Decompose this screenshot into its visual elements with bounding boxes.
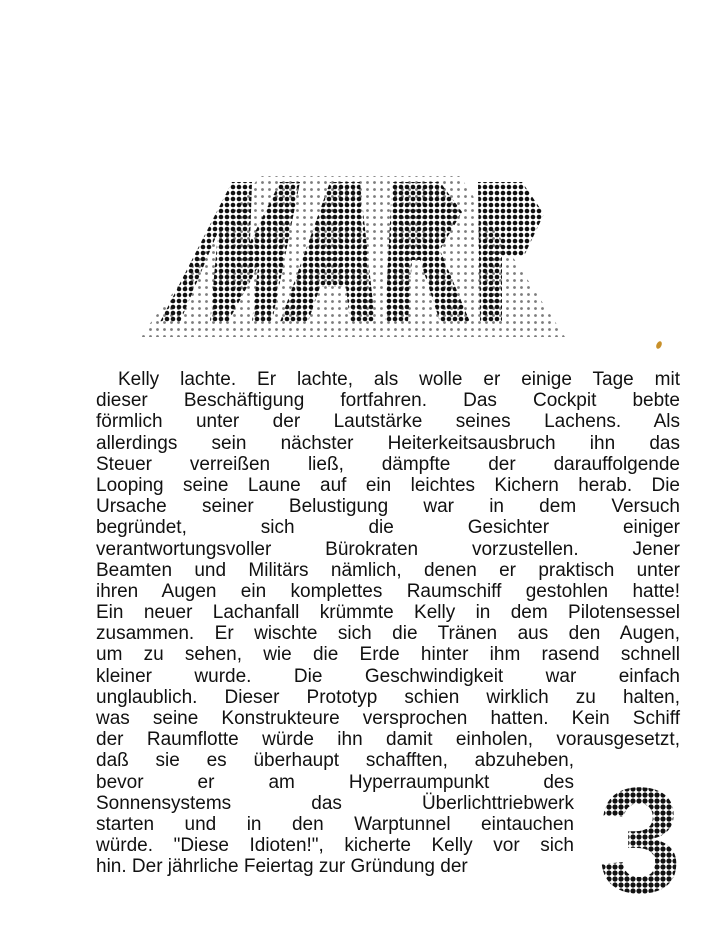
text-line: der Raumflotte würde ihn damit einholen, vorausgesetzt, bbox=[96, 729, 680, 751]
text-line: starten und in den Warptunnel eintauchen bbox=[96, 813, 574, 835]
text-line: verantwortungsvoller Bürokraten vorzustellen. Jener bbox=[96, 538, 680, 560]
text-line: Kelly lachte. Er lachte, als wolle er einige Tage mit bbox=[118, 369, 680, 390]
text-line: Steuer verreißen ließ, dämpfte der darauffolgende bbox=[96, 453, 680, 475]
text-line: kleiner wurde. Die Geschwindigkeit war einfach bbox=[96, 665, 680, 687]
text-line: um zu sehen, wie die Erde hinter ihm rasend schnell bbox=[96, 644, 680, 666]
text-line: Ein neuer Lachanfall krümmte Kelly in dem Pilotensessel bbox=[96, 602, 680, 624]
text-line: Ursache seiner Belustigung war in dem Versuch bbox=[96, 496, 680, 518]
warp-logo bbox=[140, 172, 565, 337]
text-line: bevor er am Hyperraumpunkt des bbox=[96, 771, 574, 793]
text-line: begründet, sich die Gesichter einiger bbox=[96, 517, 680, 539]
text-line: würde. "Diese Idioten!", kicherte Kelly vor sich bbox=[96, 835, 574, 857]
text-line: zusammen. Er wischte sich die Tränen aus den Augen, bbox=[96, 623, 680, 645]
text-line: Beamten und Militärs nämlich, denen er praktisch unter bbox=[96, 559, 680, 581]
text-line: förmlich unter der Lautstärke seines Lachens. Als bbox=[96, 411, 680, 433]
text-line: was seine Konstrukteure versprochen hatten. Kein Schiff bbox=[96, 708, 680, 729]
text-line: Sonnensystems das Überlichttriebwerk bbox=[96, 792, 574, 814]
text-line: hin. Der jährliche Feiertag zur Gründung der bbox=[96, 856, 468, 878]
body-text bbox=[96, 369, 680, 878]
page-number: 3 bbox=[598, 780, 682, 900]
text-line: dieser Beschäftigung fortfahren. Das Cockpit bebte bbox=[96, 390, 680, 412]
text-line: daß sie es überhaupt schafften, abzuheben, bbox=[96, 750, 574, 772]
text-line: ihren Augen ein komplettes Raumschiff gestohlen hatte! bbox=[96, 580, 680, 602]
text-line: unglaublich. Dieser Prototyp schien wirklich zu halten, bbox=[96, 686, 680, 708]
text-line: allerdings sein nächster Heiterkeitsausbruch ihn das bbox=[96, 432, 680, 454]
text-line: Looping seine Laune auf ein leichtes Kichern herab. Die bbox=[96, 474, 680, 496]
ink-smudge bbox=[655, 340, 663, 350]
